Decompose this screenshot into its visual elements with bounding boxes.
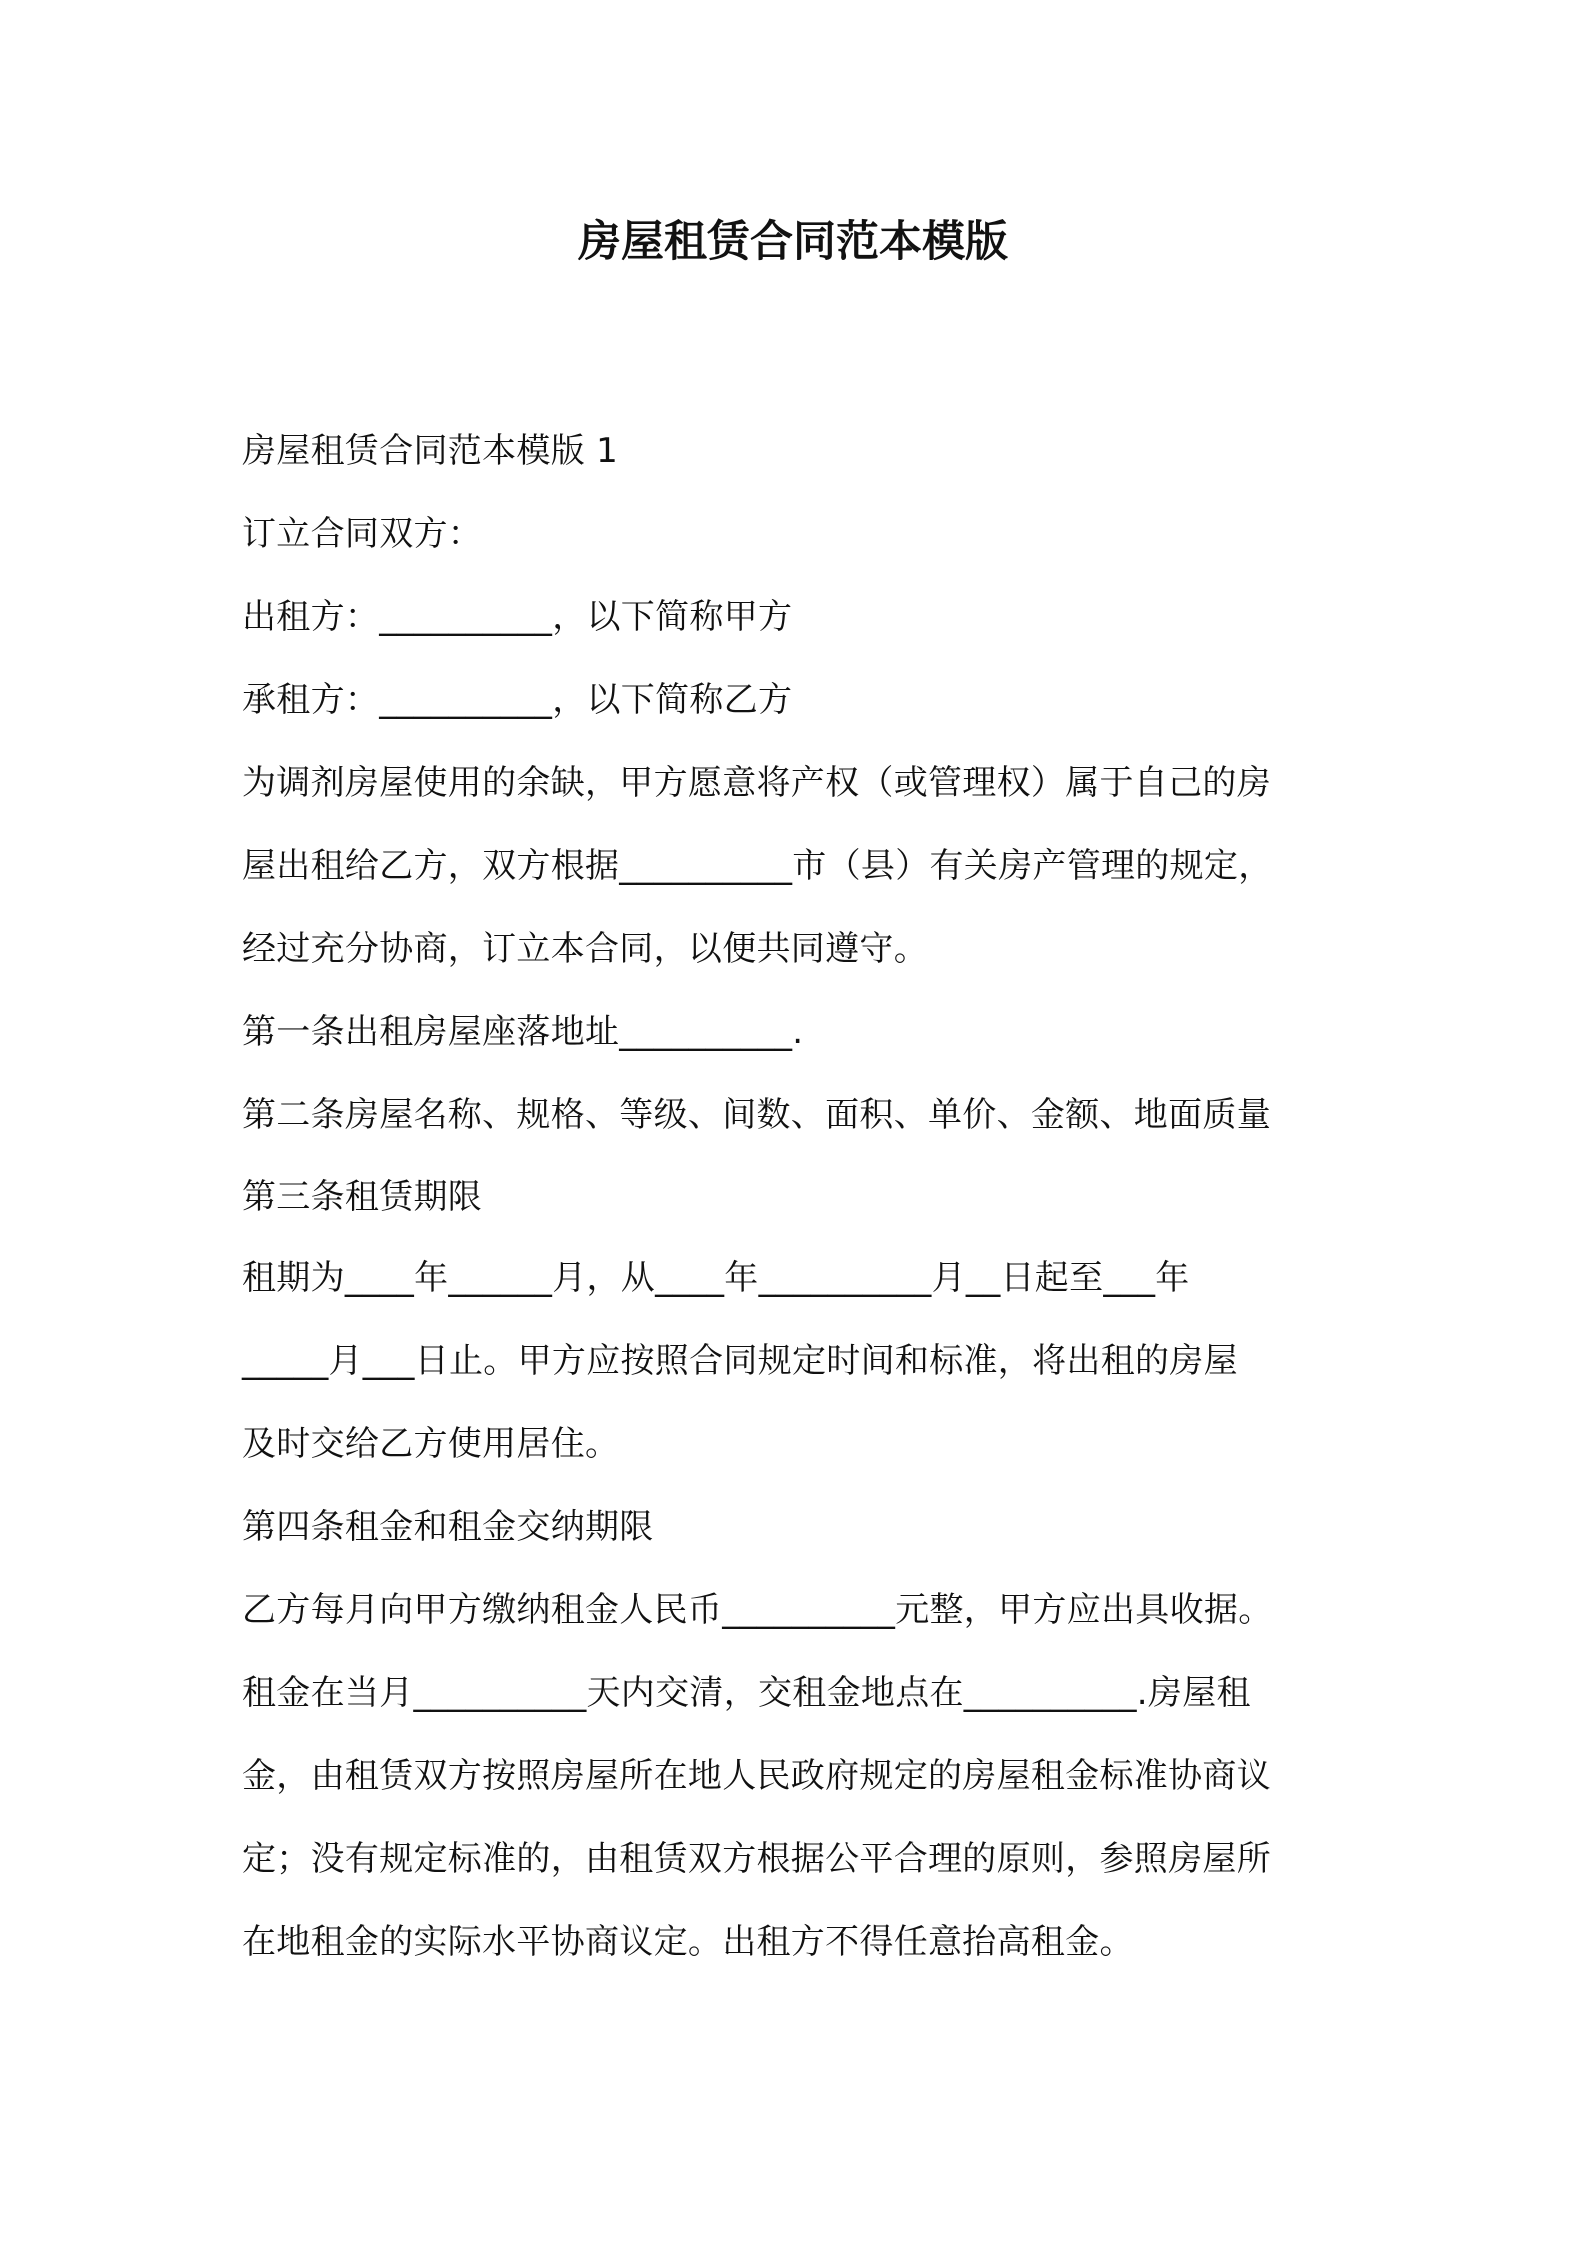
paragraph-line: 订立合同双方： [242, 514, 483, 554]
paragraph-line: 定；没有规定标准的，由租赁双方根据公平合理的原则，参照房屋所 [242, 1839, 1271, 1879]
paragraph-line: 租金在当月__________天内交清，交租金地点在__________.房屋租 [242, 1673, 1251, 1713]
document-title: 房屋租赁合同范本模版 [578, 217, 1008, 267]
section-heading: 房屋租赁合同范本模版 1 [242, 431, 619, 471]
paragraph-line: 及时交给乙方使用居住。 [242, 1424, 620, 1464]
article-line: 第一条出租房屋座落地址__________. [242, 1012, 804, 1052]
paragraph-line: 金，由租赁双方按照房屋所在地人民政府规定的房屋租金标准协商议 [242, 1756, 1271, 1796]
paragraph-line: 租期为____年______月，从____年__________月__日起至___年 [242, 1258, 1190, 1298]
paragraph-line: 在地租金的实际水平协商议定。出租方不得任意抬高租金。 [242, 1922, 1134, 1962]
paragraph-line: 承租方：__________，以下简称乙方 [242, 680, 793, 720]
paragraph-line: 乙方每月向甲方缴纳租金人民币__________元整，甲方应出具收据。 [242, 1590, 1273, 1630]
article-line: 第二条房屋名称、规格、等级、间数、面积、单价、金额、地面质量 [242, 1095, 1271, 1135]
document-body [242, 410, 1348, 1984]
paragraph-line: 屋出租给乙方，双方根据__________市（县）有关房产管理的规定， [242, 846, 1273, 886]
article-line: 第四条租金和租金交纳期限 [242, 1507, 654, 1547]
paragraph-line: 为调剂房屋使用的余缺，甲方愿意将产权（或管理权）属于自己的房 [242, 763, 1271, 803]
paragraph-line: 经过充分协商，订立本合同，以便共同遵守。 [242, 929, 928, 969]
article-line: 第三条租赁期限 [242, 1177, 483, 1217]
paragraph-line: _____月___日止。甲方应按照合同规定时间和标准，将出租的房屋 [242, 1341, 1238, 1381]
paragraph-line: 出租方：__________，以下简称甲方 [242, 597, 793, 637]
